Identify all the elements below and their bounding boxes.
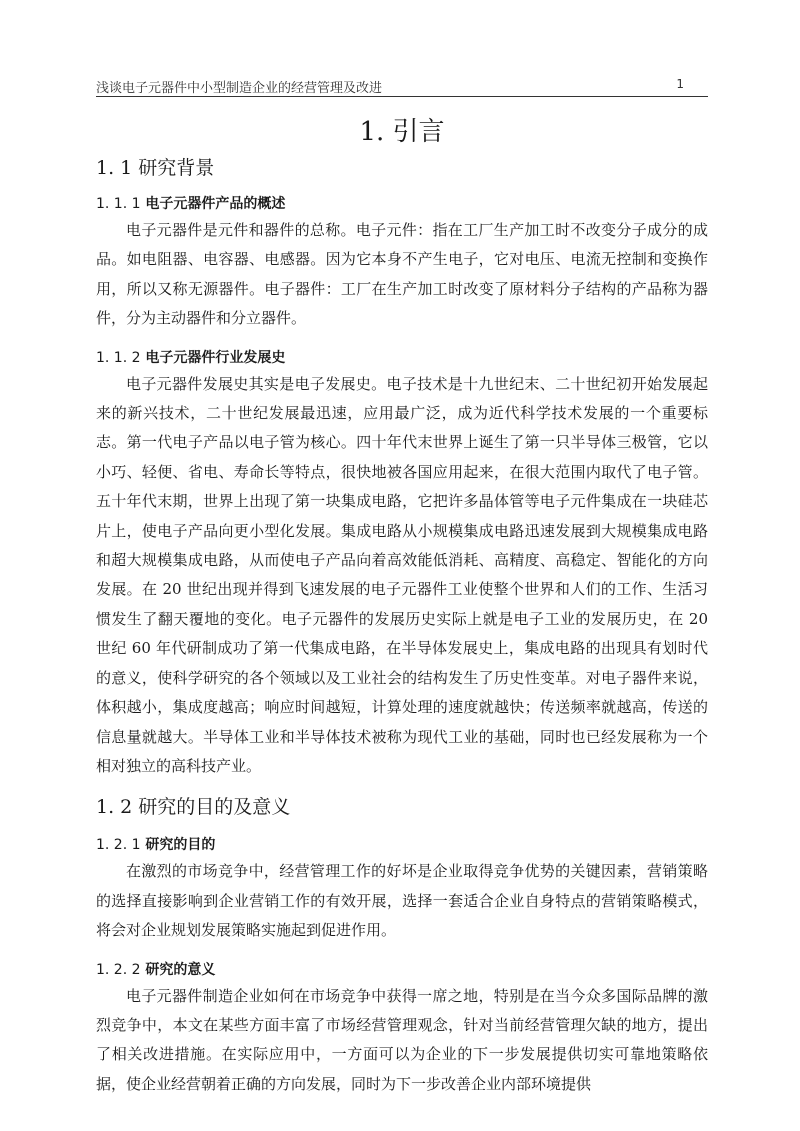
page-number: 1 [676,77,684,91]
subsection-title: 研究的意义 [145,961,216,978]
page-body [96,112,708,1099]
paragraph: 电子元器件制造企业如何在市场竞争中获得一席之地，特别是在当今众多国际品牌的激烈竞争中，本文在某些方面丰富了市场经营管理观念，针对当前经营管理欠缺的地方，提出了相关改进措施。在实际应用中，一方面可以为企业的下一步发展提供切实可靠地策略依据，使企业经营朝着正确的方向发展，同时为下一步改善企业内部环境提供 [96,986,708,1093]
subsection-number: 1. 2. 2 [96,961,141,978]
section-title: 1. 2 研究的目的及意义 [96,796,291,819]
subsection-title: 研究的目的 [145,837,216,854]
chapter-title: 1. 引言 [359,117,445,147]
subsection-number: 1. 1. 1 [96,196,141,212]
page-header [96,76,708,97]
subsection-number: 1. 2. 1 [96,837,141,854]
section-title: 1. 1 研究背景 [96,157,215,179]
paragraph: 电子元器件发展史其实是电子发展史。电子技术是十九世纪末、二十世纪初开始发展起来的新兴技术，二十世纪发展最迅速，应用最广泛，成为近代科学技术发展的一个重要标志。第一代电子产品以电子管为核心。四十年代末世界上诞生了第一只半导体三极管，它以小巧、轻便、省电、寿命长等特点，很快地被各国应用起来，在很大范围内取代了电子管。五十年代末期，世界上出现了第一块集成电路，它把许多晶体管等电子元件集成在一块硅芯片上，使电子产品向更小型化发展。集成电路从小规模集成电路迅速发展到大规模集成电路和超大规模集成电路，从而使电子产品向着高效能低消耗、高精度、高稳定、智能化的方向发展。在 20 世纪出现并得到飞速发展的电子元器件工业使整个世界和人们的工作、生活习惯发生了翻天覆地的变化。电子元器件的发展历史实际上就是电子工业的发展历史，在 20 世纪 60 年代研制成功了第一代集成电路，在半导体发展史上，集成电路的出现具有划时代的意义，使科学研究的各个领域以及工业社会的结构发生了历史性变革。对电子器件来说，体积越小，集成度越高；响应时间越短，计算处理的速度就越快；传送频率就越高，传送的信息量就越大。半导体工业和半导体技术被称为现代工业的基础，同时也已经发展称为一个相对独立的高科技产业。 [96,374,708,775]
subsection-heading [96,833,708,857]
subsection-heading [96,192,708,216]
paragraph: 电子元器件是元件和器件的总称。电子元件：指在工厂生产加工时不改变分子成分的成品。如电阻器、电容器、电感器。因为它本身不产生电子，它对电压、电流无控制和变换作用，所以又称无源器件。电子器件：工厂在生产加工时改变了原材料分子结构的产品称为器件，分为主动器件和分立器件。 [96,221,708,328]
paragraph: 在激烈的市场竞争中，经营管理工作的好坏是企业取得竞争优势的关键因素，营销策略的选择直接影响到企业营销工作的有效开展，选择一套适合企业自身特点的营销策略模式，将会对企业规划发展策略实施起到促进作用。 [96,862,708,940]
subsection-heading [96,346,708,370]
subsection-number: 1. 1. 2 [96,349,141,366]
subsection-heading [96,958,708,982]
subsection-title: 电子元器件产品的概述 [145,196,286,212]
header-title: 浅谈电子元器件中小型制造企业的经营管理及改进 [96,81,383,96]
subsection-title: 电子元器件行业发展史 [145,349,286,366]
